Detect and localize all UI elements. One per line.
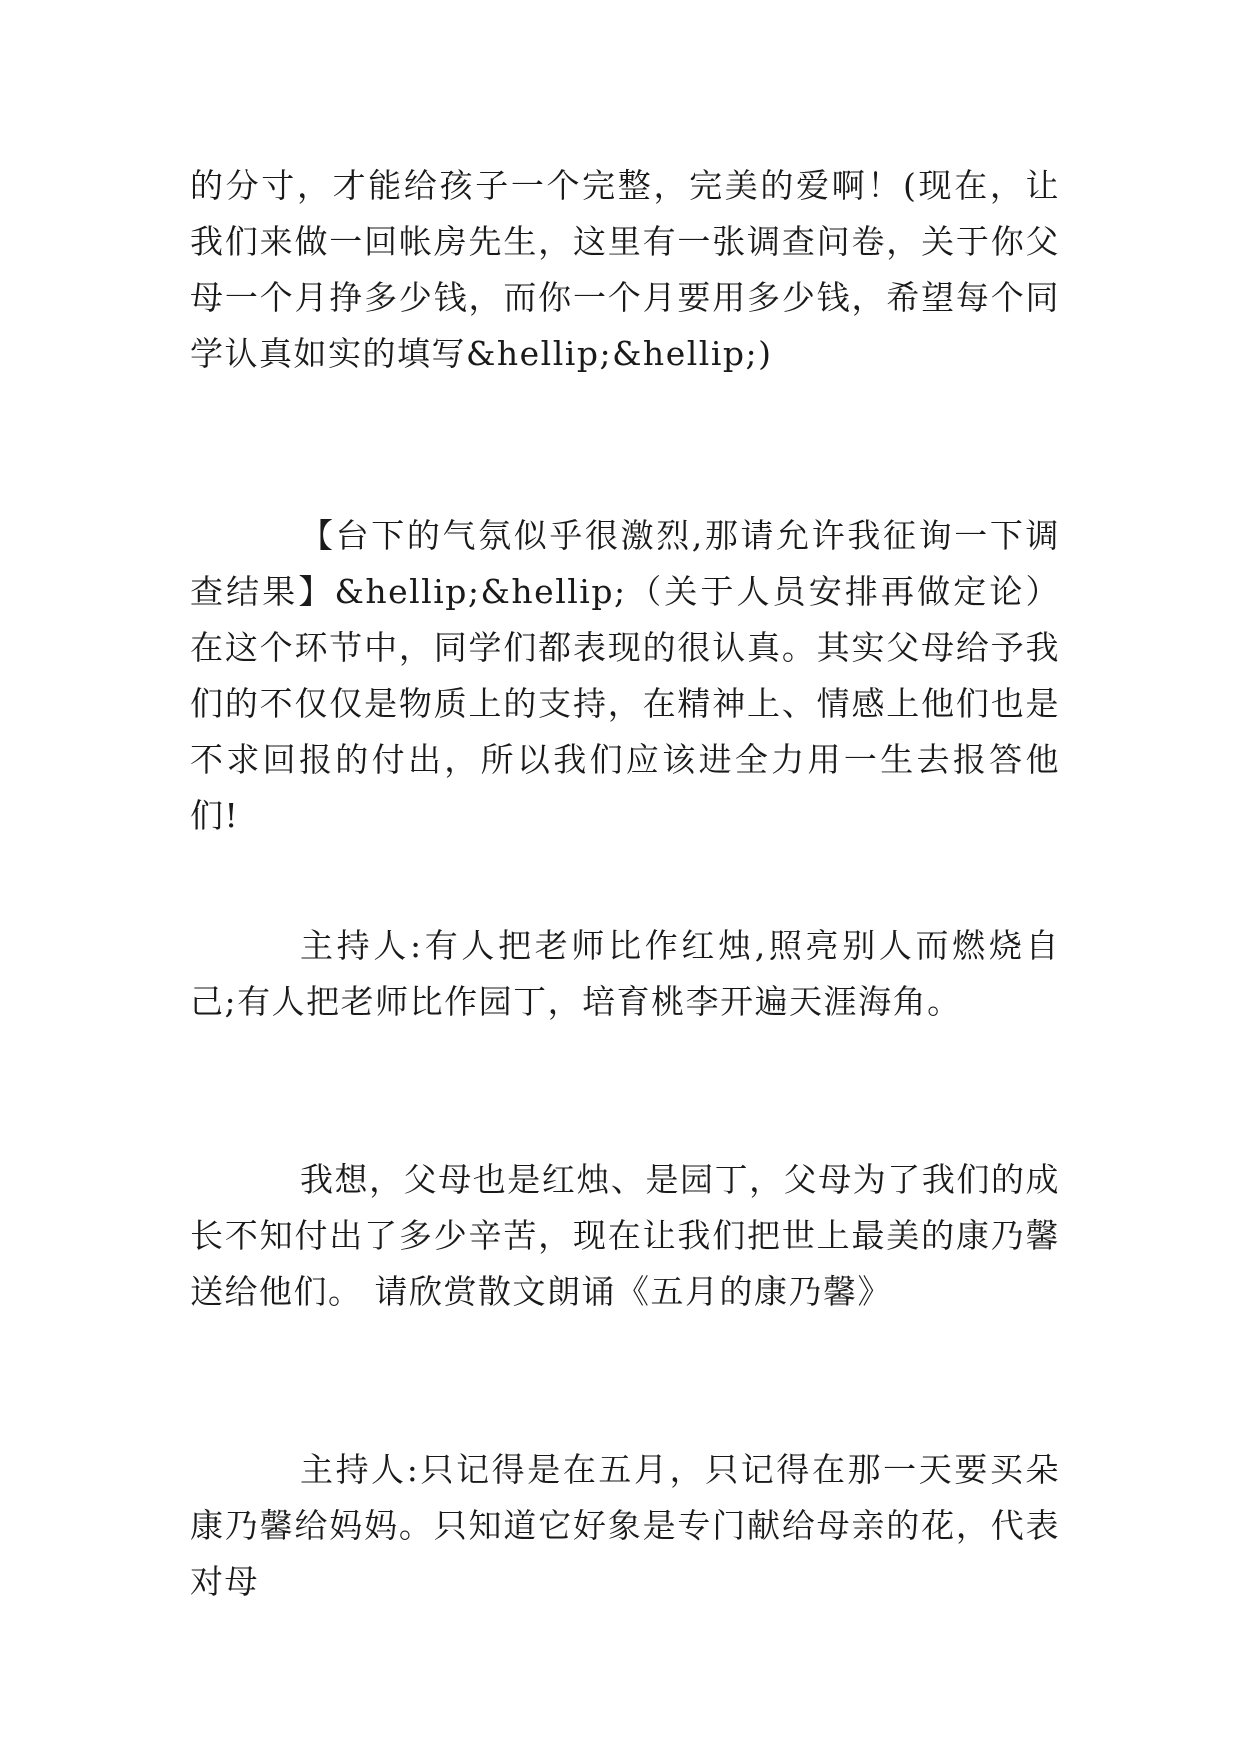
paragraph-host-teacher: 主持人:有人把老师比作红烛,照亮别人而燃烧自己;有人把老师比作园丁，培育桃李开遍天涯海角。	[190, 926, 1060, 1021]
paragraph-parents-carnation: 我想，父母也是红烛、是园丁，父母为了我们的成长不知付出了多少辛苦，现在让我们把世上最美的康乃馨送给他们。 请欣赏散文朗诵《五月的康乃馨》	[190, 1160, 1060, 1311]
paragraph-survey: 的分寸，才能给孩子一个完整，完美的爱啊！(现在，让我们来做一回帐房先生，这里有一张调查问卷，关于你父母一个月挣多少钱，而你一个月要用多少钱，希望每个同学认真如实的填写&hellip;&hellip;)	[190, 166, 1060, 373]
paragraph-survey-result: 【台下的气氛似乎很激烈,那请允许我征询一下调查结果】&hellip;&hellip;（关于人员安排再做定论） 在这个环节中，同学们都表现的很认真。其实父母给予我们的不仅仅是物质上的支持，在精神上、情感上他们也是不求回报的付出，所以我们应该进全力用一生去报答他们!	[190, 516, 1060, 835]
paragraph-host-may: 主持人:只记得是在五月，只记得在那一天要买朵康乃馨给妈妈。只知道它好象是专门献给母亲的花，代表对母	[190, 1450, 1060, 1601]
